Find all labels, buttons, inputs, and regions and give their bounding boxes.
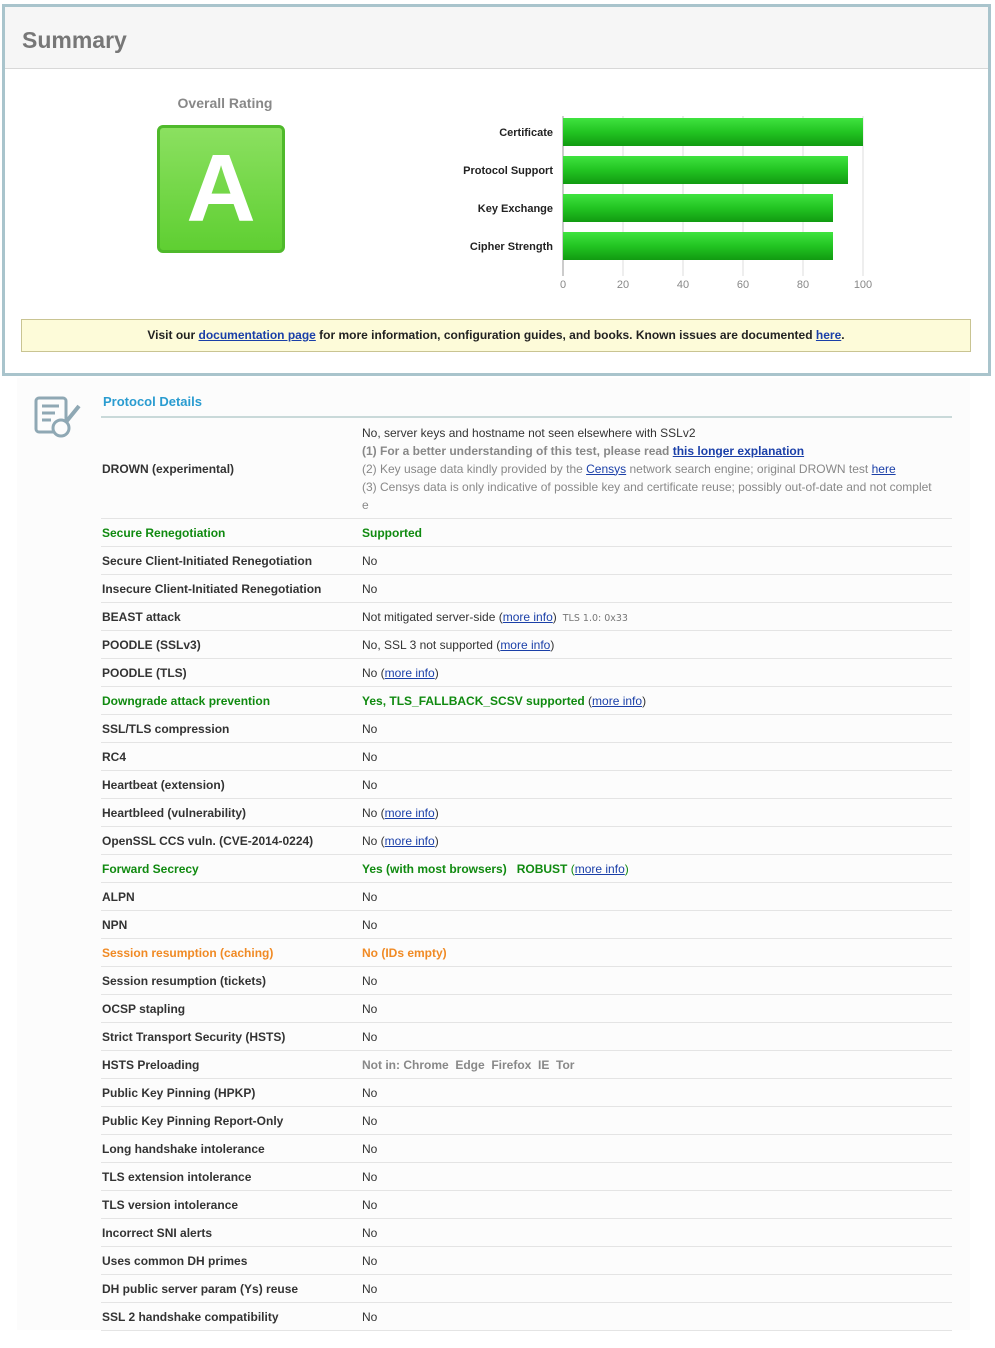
table-row <box>101 1051 952 1079</box>
table-row <box>101 1023 952 1051</box>
row-label: Session resumption (caching) <box>102 945 274 960</box>
table-row <box>101 715 952 743</box>
bar <box>563 156 848 184</box>
table-row <box>101 419 952 519</box>
row-value: No <box>362 1141 378 1156</box>
table-row <box>101 911 952 939</box>
row-label: Session resumption (tickets) <box>102 973 267 988</box>
table-row <box>101 1135 952 1163</box>
more-info-link[interactable]: more info <box>384 665 435 680</box>
category-label: Cipher Strength <box>469 241 553 253</box>
table-row <box>101 1219 952 1247</box>
row-value: No <box>362 1085 378 1100</box>
table-row <box>101 519 952 547</box>
table-row <box>101 575 952 603</box>
table-row <box>101 659 952 687</box>
drown-note-1: (1) For a better understanding of this test, please read this longer explanation <box>362 443 805 458</box>
notice-prefix: Visit our <box>147 328 199 342</box>
category-label: Protocol Support <box>463 165 553 177</box>
drown-test-link[interactable]: here <box>871 461 896 476</box>
row-value: No <box>362 581 378 596</box>
documentation-notice <box>21 319 971 352</box>
row-label: Downgrade attack prevention <box>102 693 271 708</box>
row-label: Uses common DH primes <box>102 1253 248 1268</box>
table-row <box>101 967 952 995</box>
table-row <box>101 687 952 715</box>
row-label: Heartbeat (extension) <box>102 777 225 792</box>
summary-panel <box>2 4 991 376</box>
beast-cipher-note: TLS 1.0: 0x33 <box>562 612 628 624</box>
row-label: HSTS Preloading <box>102 1057 200 1072</box>
row-value: No <box>362 1001 378 1016</box>
drown-note-3-wrap: e <box>362 497 369 512</box>
row-value: No <box>362 973 378 988</box>
more-info-link[interactable]: more info <box>384 805 435 820</box>
table-row <box>101 1247 952 1275</box>
row-value: No, SSL 3 not supported (more info) <box>362 637 555 652</box>
table-row <box>101 827 952 855</box>
table-row <box>101 939 952 967</box>
divider <box>101 416 952 418</box>
row-label: POODLE (SSLv3) <box>102 637 201 652</box>
x-tick-label: 100 <box>853 279 873 291</box>
row-label: OCSP stapling <box>102 1001 186 1016</box>
row-label: POODLE (TLS) <box>102 665 187 680</box>
table-row <box>101 1303 952 1331</box>
more-info-link[interactable]: more info <box>592 693 643 708</box>
summary-title: Summary <box>22 27 127 53</box>
notice-suffix: . <box>841 328 845 342</box>
row-label: Forward Secrecy <box>102 861 199 876</box>
x-tick-label: 0 <box>559 279 567 291</box>
more-info-link[interactable]: more info <box>384 833 435 848</box>
row-label: RC4 <box>102 749 127 764</box>
longer-explanation-link[interactable]: this longer explanation <box>672 443 805 458</box>
rating-chart <box>393 108 913 298</box>
drown-result: No, server keys and hostname not seen elsewhere with SSLv2 <box>362 425 696 440</box>
rating-chart-svg <box>393 108 913 298</box>
row-label: Long handshake intolerance <box>102 1141 265 1156</box>
table-row <box>101 1107 952 1135</box>
table-row <box>101 883 952 911</box>
row-value: No (IDs empty) <box>362 945 447 960</box>
row-label: TLS version intolerance <box>102 1197 239 1212</box>
row-value: Not in: Chrome Edge Firefox IE Tor <box>362 1057 575 1072</box>
protocol-details-title: Protocol Details <box>103 394 202 409</box>
x-tick-label: 80 <box>796 279 810 291</box>
row-label: ALPN <box>102 889 135 904</box>
category-label: Certificate <box>499 127 553 139</box>
bar <box>563 194 833 222</box>
x-tick-label: 40 <box>676 279 690 291</box>
row-value: No <box>362 749 378 764</box>
row-label: Incorrect SNI alerts <box>102 1225 213 1240</box>
row-label: DH public server param (Ys) reuse <box>102 1281 299 1296</box>
row-value: No (more info) <box>362 665 439 680</box>
row-value: No <box>362 721 378 736</box>
table-row <box>101 1275 952 1303</box>
row-label: Secure Renegotiation <box>102 525 226 540</box>
row-label: NPN <box>102 917 128 932</box>
row-value: No <box>362 917 378 932</box>
table-row <box>101 1191 952 1219</box>
row-value: No <box>362 1113 378 1128</box>
row-value: No <box>362 777 378 792</box>
row-label: DROWN (experimental) <box>102 461 235 476</box>
table-row <box>101 995 952 1023</box>
row-label: OpenSSL CCS vuln. (CVE-2014-0224) <box>102 833 314 848</box>
row-value: No (more info) <box>362 805 439 820</box>
bar <box>563 232 833 260</box>
documentation-page-link[interactable]: documentation page <box>198 328 316 342</box>
notice-middle: for more information, configuration guides, and books. Known issues are documented <box>315 328 816 342</box>
more-info-link[interactable]: more info <box>574 861 625 876</box>
table-row <box>101 1163 952 1191</box>
x-tick-label: 20 <box>616 279 630 291</box>
row-value <box>362 424 952 514</box>
row-value: No (more info) <box>362 833 439 848</box>
row-value: Yes, TLS_FALLBACK_SCSV supported (more info) <box>362 693 647 708</box>
row-value: No <box>362 1225 378 1240</box>
row-value: Not mitigated server-side (more info) TLS 1.0: 0x33 <box>362 609 628 624</box>
protocol-table <box>101 419 952 1331</box>
row-value: Supported <box>362 525 422 540</box>
table-row <box>101 771 952 799</box>
grade-badge: A <box>157 125 285 253</box>
row-label: Strict Transport Security (HSTS) <box>102 1029 286 1044</box>
row-value: No <box>362 1309 378 1324</box>
table-row <box>101 603 952 631</box>
bar <box>563 118 863 146</box>
drown-note-3: (3) Censys data is only indicative of possible key and certificate reuse; possibly out-of-date and not complet <box>362 479 932 494</box>
row-value: No <box>362 1253 378 1268</box>
table-row <box>101 1079 952 1107</box>
more-info-link[interactable]: more info <box>502 609 553 624</box>
row-value: No <box>362 1029 378 1044</box>
row-label: SSL/TLS compression <box>102 721 230 736</box>
row-label: Public Key Pinning (HPKP) <box>102 1085 256 1100</box>
table-row <box>101 631 952 659</box>
row-label: BEAST attack <box>102 609 181 624</box>
table-row <box>101 743 952 771</box>
table-row <box>101 547 952 575</box>
protocol-details-icon <box>33 392 85 440</box>
row-value: No <box>362 1281 378 1296</box>
x-tick-label: 60 <box>736 279 750 291</box>
known-issues-link[interactable]: here <box>815 328 842 342</box>
category-label: Key Exchange <box>477 203 553 215</box>
row-label: SSL 2 handshake compatibility <box>102 1309 279 1324</box>
row-value: No <box>362 1169 378 1184</box>
summary-header <box>5 7 988 69</box>
row-label: Secure Client-Initiated Renegotiation <box>102 553 313 568</box>
row-label: Insecure Client-Initiated Renegotiation <box>102 581 322 596</box>
row-value: No <box>362 1197 378 1212</box>
censys-link[interactable]: Censys <box>586 461 627 476</box>
overall-rating-label: Overall Rating <box>177 95 273 111</box>
more-info-link[interactable]: more info <box>500 637 551 652</box>
row-label: Heartbleed (vulnerability) <box>102 805 247 820</box>
row-value: No <box>362 553 378 568</box>
row-label: TLS extension intolerance <box>102 1169 252 1184</box>
row-value: No <box>362 889 378 904</box>
row-value: Yes (with most browsers) ROBUST (more info) <box>362 861 629 876</box>
drown-note-2: (2) Key usage data kindly provided by the Censys network search engine; original DROWN test here <box>362 461 896 476</box>
row-label: Public Key Pinning Report-Only <box>102 1113 284 1128</box>
table-row <box>101 855 952 883</box>
protocol-details-section <box>17 378 970 1330</box>
table-row <box>101 799 952 827</box>
